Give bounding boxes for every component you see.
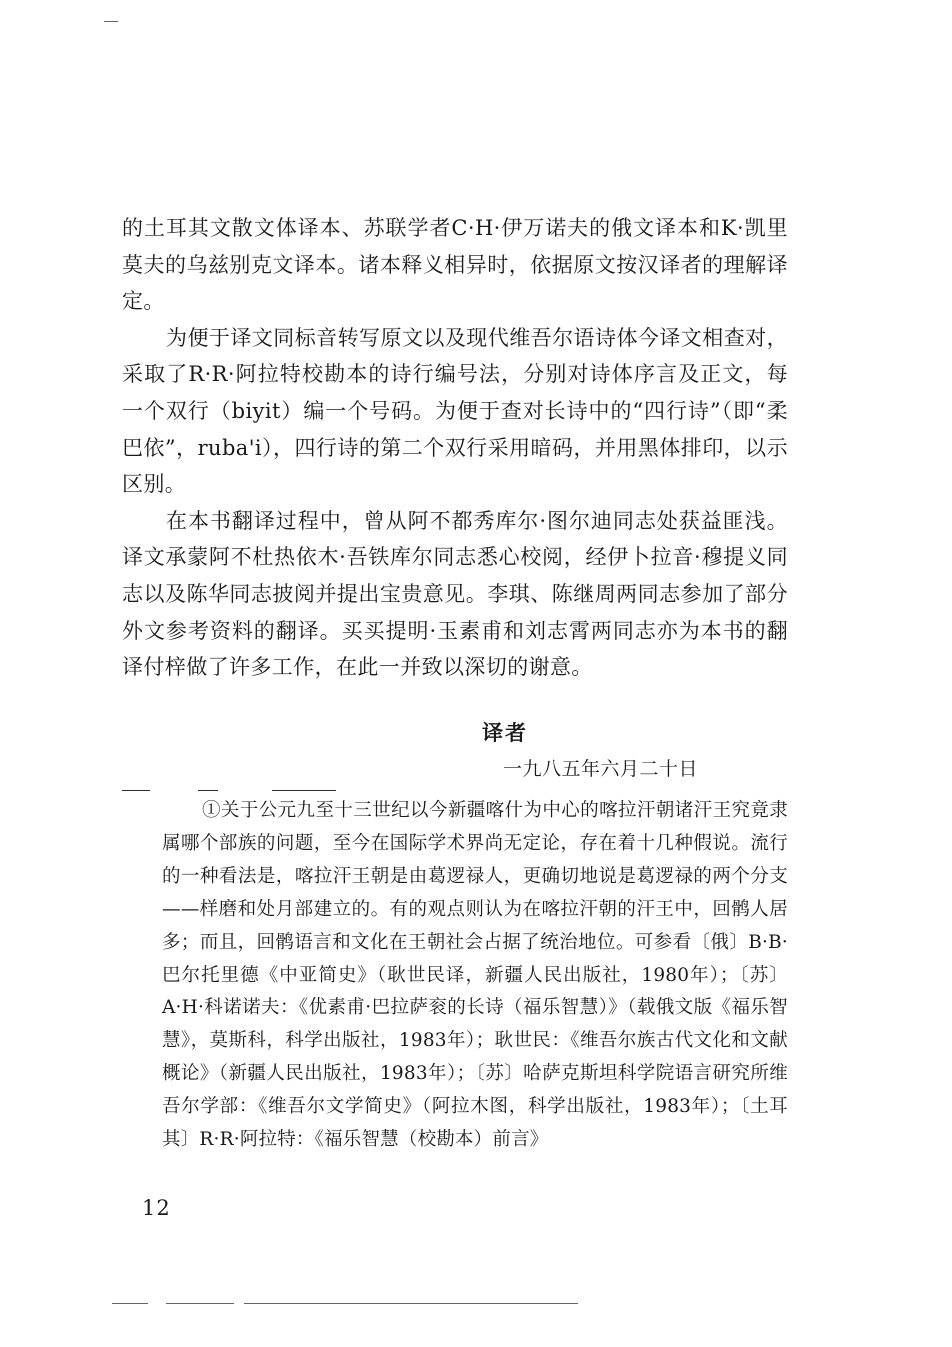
- paragraph-numbering: 为便于译文同标音转写原文以及现代维吾尔语诗体今译文相查对，采取了R·R·阿拉特校勘本的诗行编号法，分别对诗体序言及正文，每一个双行（biyit）编一个号码。为便于查对长诗中的“四行诗”（即“柔巴依”，ruba'i），四行诗的第二个双行采用暗码，并用黑体排印，以示区别。: [122, 325, 788, 497]
- body-text: [122, 210, 788, 686]
- scan-mark: [104, 21, 118, 22]
- date: 一九八五年六月二十日: [503, 758, 699, 780]
- page-number: 12: [142, 1196, 171, 1220]
- footnote: [162, 795, 788, 1157]
- footnote-text: ①关于公元九至十三世纪以今新疆喀什为中心的喀拉汗朝诸汗王究竟隶属哪个部族的问题，至今在国际学术界尚无定论，存在着十几种假说。流行的一种看法是，喀拉汗王朝是由葛逻禄人，更确切地说是葛逻禄的两个分支——样磨和处月部建立的。有的观点则认为在喀拉汗朝的汗王中，回鹘人居多；而且，回鹘语言和文化在王朝社会占据了统治地位。可参看〔俄〕B·B·巴尔托里德《中亚简史》（耿世民译，新疆人民出版社，1980年）；〔苏〕A·H·科诺诺夫：《优素甫·巴拉萨衮的长诗（福乐智慧）》（载俄文版《福乐智慧》，莫斯科，科学出版社，1983年）；耿世民：《维吾尔族古代文化和文献概论》（新疆人民出版社，1983年）；〔苏〕哈萨克斯坦科学院语言研究所维吾尔学部：《维吾尔文学简史》（阿拉木图，科学出版社，1983年）；〔土耳其〕R·R·阿拉特：《福乐智慧（校勘本）前言》: [162, 800, 788, 1151]
- scan-mark: [166, 1303, 234, 1304]
- scan-mark: [244, 1303, 578, 1304]
- paragraph-acknowledgements: 在本书翻译过程中，曾从阿不都秀库尔·图尔迪同志处获益匪浅。译文承蒙阿不杜热依木·吾铁库尔同志悉心校阅，经伊卜拉音·穆提义同志以及陈华同志披阅并提出宝贵意见。李琪、陈继周两同志参加了部分外文参考资料的翻译。买买提明·玉素甫和刘志霄两同志亦为本书的翻译付梓做了许多工作，在此一并致以深切的谢意。: [122, 508, 788, 680]
- footnote-separator: [122, 790, 336, 791]
- paragraph-continuation: 的土耳其文散文体译本、苏联学者C·H·伊万诺夫的俄文译本和K·凯里莫夫的乌兹别克文译本。诸本释义相异时，依据原文按汉译者的理解译定。: [122, 216, 788, 314]
- signature: 译者: [482, 720, 528, 745]
- scan-mark: [112, 1303, 148, 1304]
